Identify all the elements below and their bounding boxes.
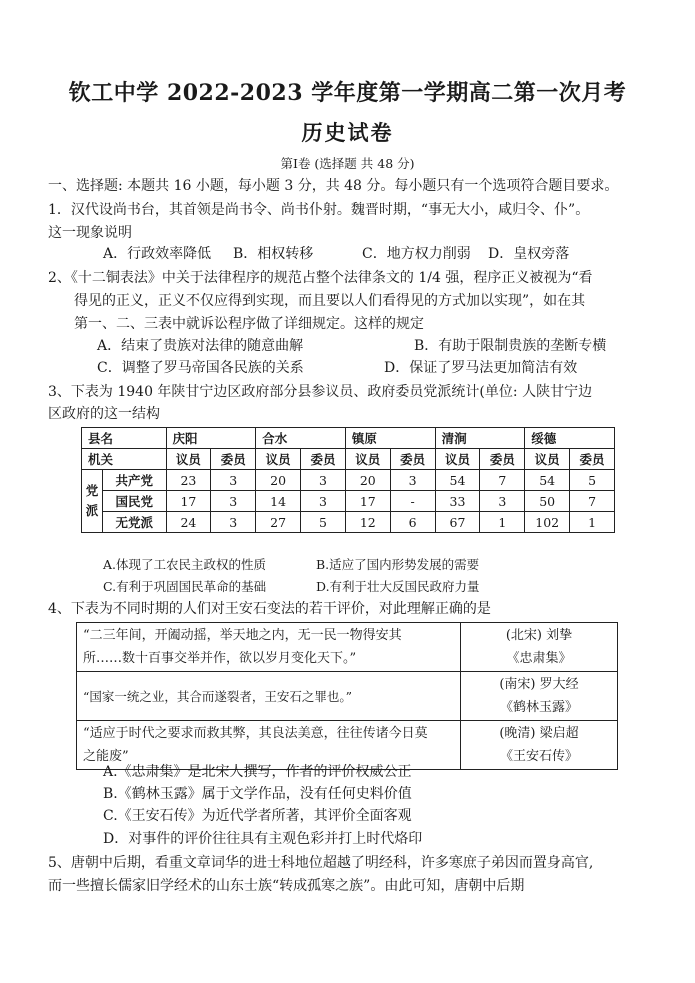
table-cell: 议员 bbox=[525, 449, 570, 470]
source-book: 《王安石传》 bbox=[499, 749, 578, 764]
table-cell: 1 bbox=[570, 512, 615, 533]
q1-option-b: B．相权转移 bbox=[233, 246, 314, 262]
q3-option-a: A.体现了工农民主政权的性质 bbox=[103, 557, 267, 572]
table-cell: 3 bbox=[390, 470, 435, 491]
county-qingjian: 清涧 bbox=[435, 428, 525, 449]
table-cell: 54 bbox=[435, 470, 480, 491]
q5-stem-line1: 5、唐朝中后期，看重文章词华的进士科地位超越了明经科，许多寒庶子弟因而置身高官, bbox=[48, 855, 594, 871]
table-cell: 委员 bbox=[480, 449, 525, 470]
q3-option-d: D.有利于壮大反国民政府力量 bbox=[316, 579, 480, 594]
party-header-char2: 派 bbox=[85, 503, 99, 518]
source-author: (北宋) 刘挚 bbox=[505, 628, 573, 643]
party-name: 国民党 bbox=[103, 491, 167, 512]
q3-stem-line2: 区政府的这一结构 bbox=[48, 406, 160, 422]
source-author: (晚清) 梁启超 bbox=[499, 726, 579, 741]
quote-line: “二三年间，开阖动摇，举天地之内，无一民一物得安其 bbox=[83, 628, 402, 643]
source-cell bbox=[461, 672, 618, 721]
source-cell bbox=[461, 721, 618, 770]
table-row bbox=[77, 672, 618, 721]
q2-option-d: D．保证了罗马法更加简洁有效 bbox=[384, 360, 578, 376]
table-cell: 7 bbox=[480, 470, 525, 491]
q5-stem-line2: 而一些擅长儒家旧学经术的山东士族“转成孤寒之族”。由此可知，唐朝中后期 bbox=[48, 878, 525, 894]
county-zhenyuan: 镇原 bbox=[345, 428, 435, 449]
table-cell: 3 bbox=[301, 470, 346, 491]
county-heshui: 合水 bbox=[256, 428, 346, 449]
quote-line: “国家一统之业，其合而遂裂者，王安石之罪也。” bbox=[83, 688, 353, 704]
quote-line: 所……数十百事交举并作，欲以岁月变化天下。” bbox=[83, 651, 357, 666]
instructions: 一、选择题: 本题共 16 小题，每小题 3 分，共 48 分。每小题只有一个选项符合题目要求。 bbox=[48, 178, 619, 194]
exam-subtitle: 历史试卷 bbox=[301, 120, 394, 145]
q1-stem-line2: 这一现象说明 bbox=[48, 225, 132, 241]
table-cell: 24 bbox=[166, 512, 211, 533]
q2-option-a: A．结束了贵族对法律的随意曲解 bbox=[97, 338, 304, 354]
table-cell: 17 bbox=[345, 491, 390, 512]
q4-option-b: B.《鹤林玉露》属于文学作品，没有任何史料价值 bbox=[103, 786, 412, 802]
exam-title: 钦工中学 2022-2023 学年度第一学期高二第一次月考 bbox=[68, 80, 627, 106]
table-cell: 20 bbox=[345, 470, 390, 491]
q4-stem: 4、下表为不同时期的人们对王安石变法的若干评价，对此理解正确的是 bbox=[48, 601, 491, 617]
q3-option-c: C.有利于巩固国民革命的基础 bbox=[103, 579, 267, 594]
table-cell: 议员 bbox=[345, 449, 390, 470]
table-subheader-row bbox=[82, 449, 615, 470]
table-header-row bbox=[82, 428, 615, 449]
table-cell: 3 bbox=[211, 491, 256, 512]
quote-line: 之能废” bbox=[83, 749, 129, 764]
party-name: 共产党 bbox=[103, 470, 167, 491]
q3-stem-line1: 3、下表为 1940 年陕甘宁边区政府部分县参议员、政府委员党派统计(单位: 人陕甘宁边 bbox=[48, 384, 593, 400]
table-cell: 7 bbox=[570, 491, 615, 512]
q4-option-d: D．对事件的评价往往具有主观色彩并打上时代烙印 bbox=[103, 831, 423, 847]
section-header: 第Ⅰ卷 (选择题 共 48 分) bbox=[280, 156, 415, 171]
table-cell: 23 bbox=[166, 470, 211, 491]
table-cell: 委员 bbox=[570, 449, 615, 470]
table-cell: 6 bbox=[390, 512, 435, 533]
county-suide: 绥德 bbox=[525, 428, 615, 449]
q2-option-c: C．调整了罗马帝国各民族的关系 bbox=[97, 360, 304, 376]
org-header: 机关 bbox=[82, 449, 167, 470]
q2-option-b: B．有助于限制贵族的垄断专横 bbox=[414, 338, 607, 354]
table-cell: 3 bbox=[211, 470, 256, 491]
table-cell: - bbox=[390, 491, 435, 512]
table-cell: 14 bbox=[256, 491, 301, 512]
table-cell: 17 bbox=[166, 491, 211, 512]
table-row bbox=[82, 512, 615, 533]
table-cell: 委员 bbox=[301, 449, 346, 470]
source-book: 《忠肃集》 bbox=[506, 651, 572, 666]
table-cell: 5 bbox=[301, 512, 346, 533]
q4-option-a: A.《忠肃集》是北宋人撰写，作者的评价权威公正 bbox=[103, 764, 412, 780]
table-cell: 54 bbox=[525, 470, 570, 491]
q1-option-a: A．行政效率降低 bbox=[103, 246, 212, 262]
table-cell: 3 bbox=[211, 512, 256, 533]
table-cell: 20 bbox=[256, 470, 301, 491]
q1-option-c: C．地方权力削弱 bbox=[362, 246, 471, 262]
party-name: 无党派 bbox=[103, 512, 167, 533]
table-cell: 33 bbox=[435, 491, 480, 512]
table-cell: 50 bbox=[525, 491, 570, 512]
party-header-char1: 党 bbox=[85, 483, 99, 498]
table-cell: 67 bbox=[435, 512, 480, 533]
table-cell: 3 bbox=[301, 491, 346, 512]
quote-line: “适应于时代之要求而救其弊，其良法美意，往往传诸今日莫 bbox=[83, 726, 428, 741]
table-cell: 1 bbox=[480, 512, 525, 533]
party-header bbox=[82, 470, 103, 533]
q1-option-d: D．皇权旁落 bbox=[488, 246, 570, 262]
quote-cell bbox=[77, 672, 461, 721]
table-cell: 27 bbox=[256, 512, 301, 533]
quote-cell bbox=[77, 623, 461, 672]
q2-stem-line1: 2、《十二铜表法》中关于法律程序的规范占整个法律条文的 1/4 强，程序正义被视为“看 bbox=[48, 270, 593, 286]
table-row bbox=[82, 470, 615, 491]
county-header: 县名 bbox=[82, 428, 167, 449]
party-statistics-table bbox=[81, 427, 615, 533]
table-cell: 102 bbox=[525, 512, 570, 533]
q1-stem-line1: 1．汉代设尚书台，其首领是尚书令、尚书仆射。魏晋时期，“事无大小，咸归令、仆”。 bbox=[48, 202, 590, 218]
evaluation-table bbox=[76, 622, 618, 770]
table-cell: 议员 bbox=[256, 449, 301, 470]
q2-stem-line3: 第一、二、三表中就诉讼程序做了详细规定。这样的规定 bbox=[74, 316, 424, 332]
table-cell: 议员 bbox=[435, 449, 480, 470]
q4-option-c: C.《王安石传》为近代学者所著，其评价全面客观 bbox=[103, 808, 412, 824]
source-cell bbox=[461, 623, 618, 672]
table-row bbox=[82, 491, 615, 512]
table-cell: 12 bbox=[345, 512, 390, 533]
table-cell: 5 bbox=[570, 470, 615, 491]
table-row bbox=[77, 623, 618, 672]
county-qingyang: 庆阳 bbox=[166, 428, 256, 449]
table-cell: 委员 bbox=[390, 449, 435, 470]
table-cell: 3 bbox=[480, 491, 525, 512]
source-book: 《鹤林玉露》 bbox=[499, 700, 578, 715]
table-cell: 议员 bbox=[166, 449, 211, 470]
q2-stem-line2: 得见的正义，正义不仅应得到实现，而且要以人们看得见的方式加以实现”，如在其 bbox=[74, 293, 586, 309]
source-author: (南宋) 罗大经 bbox=[499, 677, 579, 692]
q3-option-b: B.适应了国内形势发展的需要 bbox=[316, 557, 480, 572]
table-cell: 委员 bbox=[211, 449, 256, 470]
